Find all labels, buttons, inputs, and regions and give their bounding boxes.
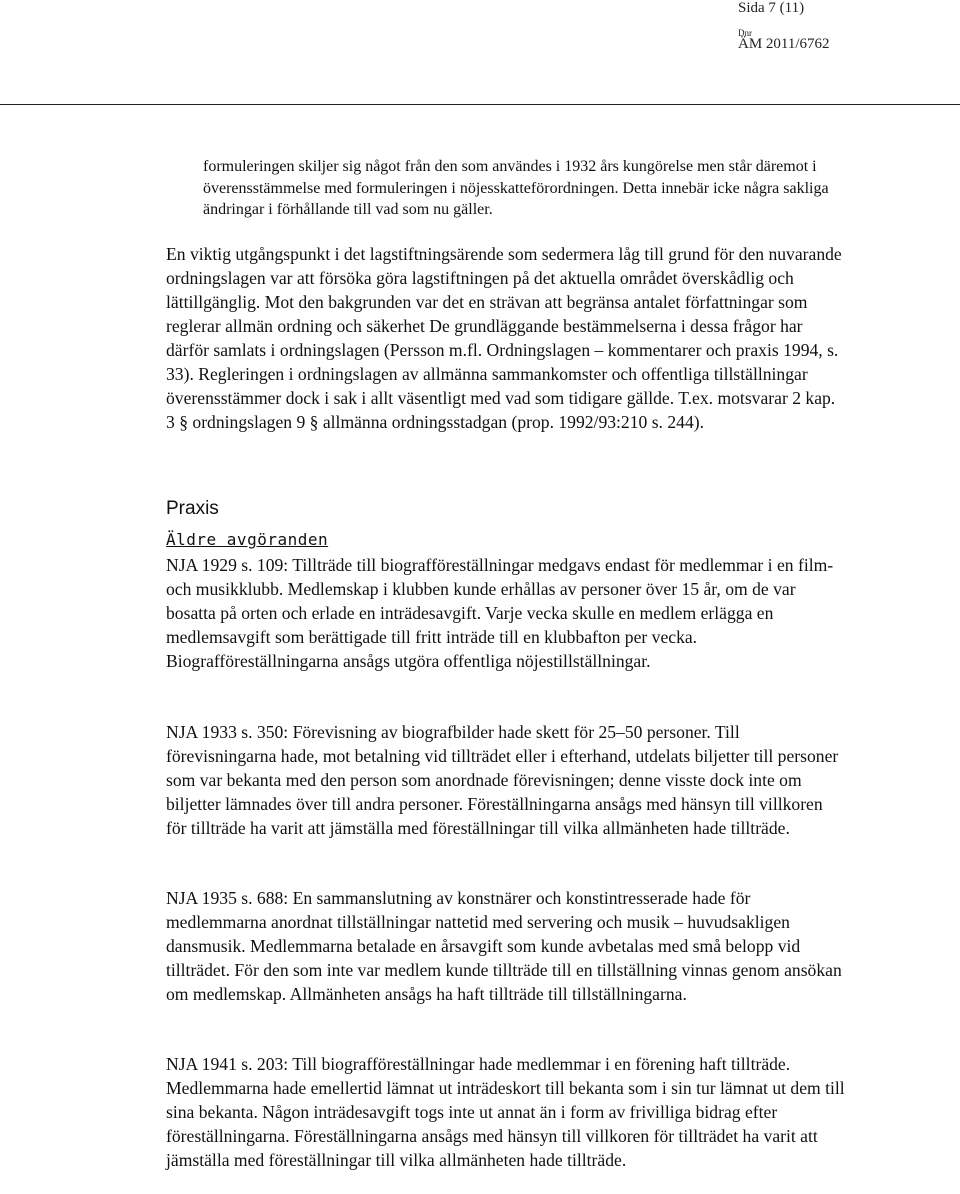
header-divider	[0, 104, 960, 105]
page-header	[738, 0, 858, 60]
dnr-value: ÄM 2011/6762	[738, 36, 830, 52]
intro-text: formuleringen skiljer sig något från den som användes i 1932 års kungörelse men står däremot i överensstämmelse med formuleringen i nöjesskatteförordningen. Detta innebär icke några sakliga ändringar i förhållande till vad som nu gäller.	[203, 158, 829, 218]
page-number: Sida 7 (11)	[738, 0, 805, 16]
case-paragraph: NJA 1935 s. 688: En sammanslutning av konstnärer och konstintresserade hade för medlemmarna anordnat tillställningar nattetid med servering och musik – huvudsakligen dansmusik. Medlemmarna betalade en årsavgift som kunde avbetalas med små belopp vid tillträdet. För den som inte var medlem kunde tillträde till en tillställning vinnas genom ansökan om medlemskap. Allmänheten ansågs ha haft tillträde till tillställningarna.	[166, 888, 842, 1004]
section-heading: Praxis	[166, 498, 219, 519]
case-paragraph: NJA 1933 s. 350: Förevisning av biografbilder hade skett för 25–50 personer. Till förevisningarna hade, mot betalning vid tillträdet eller i efterhand, utdelats biljetter till personer som var bekanta med den person som anordnade förevisningen; denne visste dock inte om biljetter lämnades över till andra personer. Föreställningarna ansågs med hänsyn till villkoren för tillträde ha varit att jämställa med föreställningar till vilka allmänheten hade tillträde.	[166, 722, 839, 838]
paragraph-1: En viktig utgångspunkt i det lagstiftningsärende som sedermera låg till grund för den nuvarande ordningslagen var att försöka göra lagstiftningen på det aktuella området överskådlig och lättillgänglig. Mot den bakgrunden var det en strävan att begränsa antalet författningar som reglerar allmän ordning och säkerhet De grundläggande bestämmelserna i dessa frågor har därför samlats i ordningslagen (Persson m.fl. Ordningslagen – kommentarer och praxis 1994, s. 33). Regleringen i ordningslagen av allmänna sammankomster och offentliga tillställningar överensstämmer dock i sak i allt väsentligt med vad som tidigare gällde. T.ex. motsvarar 2 kap. 3 § ordningslagen 9 § allmänna ordningsstadgan (prop. 1992/93:210 s. 244).	[166, 244, 842, 432]
case-paragraph: NJA 1929 s. 109: Tillträde till biografföreställningar medgavs endast för medlemmar i en film- och musikklubb. Medlemskap i klubben kunde erhållas av personer över 15 år, om de var bosatta på orten och erlade en inträdesavgift. Varje vecka skulle en medlem erlägga en medlemsavgift som berättigade till fritt inträde till en klubbafton per vecka. Biografföreställningarna ansågs utgöra offentliga nöjestillställningar.	[166, 555, 834, 671]
subsection-heading: Äldre avgöranden	[166, 530, 329, 549]
dnr-label: Dnr	[738, 28, 752, 38]
case-paragraph: NJA 1941 s. 203: Till biografföreställningar hade medlemmar i en förening haft tillträde. Medlemmarna hade emellertid lämnat ut inträdeskort till bekanta som i sin tur lämnat ut dem till sina bekanta. Någon inträdesavgift togs inte ut annat än i form av frivilliga bidrag efter föreställningarna. Föreställningarna ansågs med hänsyn till villkoren för tillträdet ha varit att jämställa med föreställningar till vilka allmänheten hade tillträde.	[166, 1054, 845, 1170]
